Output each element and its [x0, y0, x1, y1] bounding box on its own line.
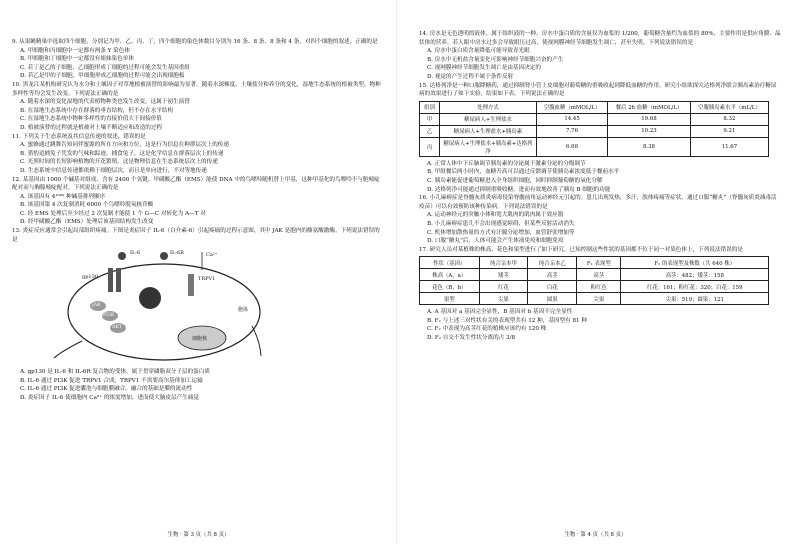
table-row — [420, 293, 769, 305]
question-9 — [12, 38, 383, 81]
table-header: 纯合亲本乙 — [528, 257, 577, 269]
question-10 — [12, 81, 383, 133]
question-stem: 11. 下列关于生态系统及其信息传递的叙述，错误的是 — [12, 133, 146, 140]
label-il6r: IL-6R — [170, 250, 184, 257]
option-b: B. 甲组餐后两小时内，血糖升高可以通过反馈调节使胰岛素浓度低于餐前水平 — [427, 169, 620, 176]
table-cell: 株高（A，a） — [420, 269, 480, 281]
option-c: C. 若丁是乙的子细胞，乙细胞形成丁细胞的过程可能会发生基因重组 — [20, 64, 190, 71]
il6-molecule-2 — [160, 252, 168, 260]
table-cell: 高茎 — [577, 269, 621, 281]
question-13 — [12, 227, 383, 403]
table-cell: 矮茎 — [479, 269, 528, 281]
table-cell: 红花：161；粉红花：320；白花：159 — [621, 281, 769, 293]
label-nucleus: 细胞核 — [192, 336, 208, 343]
option-c: C. 胰岛素能促进葡萄糖进入全身组织细胞，同时抑制葡萄糖的氧化分解 — [427, 177, 603, 184]
option-b: B. 猎豹追捕兔子凭发的气味和踪迹，捕食兔子，这是化学信息在群落层次上的传递 — [20, 150, 224, 157]
question-14 — [419, 30, 782, 82]
option-d: D. F₂ 自交不发生性状分离的占 3/8 — [427, 335, 516, 342]
question-15 — [419, 82, 782, 195]
option-a: A. 随着水深的变化湿地的代表植物种类也发生改变，这属于初生演替 — [20, 99, 190, 106]
option-a: A. 房水中蛋白质含量降低可能导致青光眼 — [427, 48, 530, 55]
table-row — [420, 113, 769, 125]
option-d: D. 若乙是甲的子细胞，甲细胞形成乙细胞的过程可能会出现细胞板 — [20, 73, 185, 80]
page-footer: 生物 · 第 4 页（共 8 页） — [564, 532, 627, 538]
table-header: 组别 — [420, 101, 440, 113]
table-cell: 尖果 — [479, 293, 528, 305]
table-cell: 圆果 — [528, 293, 577, 305]
label-ca: Ca²⁺ — [206, 252, 218, 259]
option-c: C. IL-6 通过 PI3K 促进囊泡与细胞膜融合，融合的基础是膜的流动性 — [20, 386, 193, 393]
question-stem: 12. 某基因由 1000 个碱基对组成，含有 2400 个氢键，甲磺酸乙酯（EMS）能使 DNA 中的鸟嘌呤随机替上甲基，这种甲基化的鸟嘌呤不与胞嘧啶配对而与胸腺嘧啶配对。下列说法正确的是 — [12, 176, 380, 192]
question-stem: 14. 房水是无色透明的液体，属于组织液的一种。房水中蛋白质的含量仅为血浆的 1/200，葡萄糖含量约为血浆的 80%，主要作用是供应角膜、晶状体的营养。若人眼中房水过多会导致眼压过高，使视网膜神经节细胞发生凋亡，甚至失明。下列说法错误的是 — [419, 31, 781, 46]
table-cell: 9.21 — [690, 125, 768, 137]
trait-table — [419, 256, 769, 305]
option-c: C. 在湿地生态系统中物种多样性的直接价值大于间接价值 — [20, 116, 162, 123]
question-stem: 16. 小儿麻痹症是脊髓灰质炎病毒侵染脊髓前角运动神经元引起的。患儿出现发热，多汗，肢体疼痛等症状，通过口服“糖丸”（脊髓灰质炎减毒活疫苗）可以有效预防该种传染病。下列说法错误的是 — [419, 195, 777, 210]
question-stem: 15. 达格列净是一种口服降糖药，通过抑制肾小管上皮细胞对葡萄糖的重吸收起到降低血糖的作用。研究小组欲探究达格列净联合胰岛素治疗糖尿病的效果进行了如下实验，结果如下表。下列说法正确的是 — [419, 82, 777, 98]
option-b: B. 该基因第 4 次复制消耗 6000 个鸟嘌呤脱氧核苷酸 — [20, 202, 154, 209]
table-row — [420, 269, 769, 281]
label-trpv1: TRPV1 — [198, 276, 216, 283]
experiment-table — [419, 101, 769, 157]
table-header: F₁ 表现型 — [577, 257, 621, 269]
table-cell: 19.68 — [608, 113, 691, 125]
trpv1-channel — [188, 274, 194, 296]
option-a: A. 运动神经元的突触小体和宽大肌肉的肌肉属于效应器 — [427, 212, 564, 219]
table-cell: 8.38 — [608, 137, 691, 156]
question-12 — [12, 176, 383, 228]
option-b: B. 小儿麻痹症患儿不会出现感觉障碍，但某些反射活动消失 — [427, 220, 575, 227]
table-cell: 糖尿病人+生理盐水+胰岛素+达格列净 — [439, 137, 536, 156]
option-d: D. 炎症因子 IL-6 使细胞内 Ca²⁺ 的浓度增加，进而使大脑皮层产生痛觉 — [20, 395, 199, 402]
table-cell: 粉红色 — [577, 281, 621, 293]
option-d: D. 视觉的产生过程不属于条件反射 — [427, 73, 514, 80]
option-a: A. 该基因有 4¹⁰⁰⁰ 种碱基排列顺序 — [20, 193, 106, 200]
option-b: B. IL-6 通过 PI3K 促进 TRPV1 合成，TRPV1 不需要高尔基体加工运输 — [20, 377, 203, 384]
table-cell: 6.68 — [536, 137, 607, 156]
option-c: C. 视网膜神经节细胞发生凋亡是由基因决定的 — [427, 65, 541, 72]
table-cell: 甲 — [420, 113, 440, 125]
table-header: 纯合亲本甲 — [479, 257, 528, 269]
question-11 — [12, 133, 383, 176]
option-d: D. 植被演替的过程就是植被对土壤不断适应和改造的过程 — [20, 124, 163, 131]
vesicle-shape — [139, 287, 161, 309]
table-cell: 尖果：519；圆果：121 — [621, 293, 769, 305]
table-cell: 乙 — [420, 125, 440, 137]
label-cell-body: 胞体 — [238, 307, 249, 314]
option-b: B. F₂ 与上述三对性状有关的表现型共有 12 种，基因型有 81 种 — [427, 317, 587, 324]
table-row — [420, 281, 769, 293]
label-pi3k: PI3K — [103, 313, 115, 319]
question-17 — [419, 246, 782, 343]
table-header-row — [420, 101, 769, 113]
table-cell: 10.23 — [608, 125, 691, 137]
option-b: B. 房水中无机盐含量变化可影响神经节细胞兴奋的产生 — [427, 56, 564, 63]
question-stem: 13. 炎症反应通常会引起局部组织疼痛。下图是炎症因子 IL-6（白介素-6）引起疼痛的过程示意图，其中 JAK 是胞内的酪氨酸激酶。下列说法错误的是 — [12, 228, 380, 243]
right-page — [397, 0, 794, 544]
option-c: C. 光照时间的长短影响植物的开花繁殖，这是物理信息在生态系统层次上的传递 — [20, 159, 218, 166]
table-header: 处理方式 — [439, 101, 536, 113]
gp130-receptor-2 — [116, 268, 121, 292]
option-d: D. 口服“糖丸”后，人体可能会产生体液免疫和细胞免疫 — [427, 238, 564, 245]
table-cell: 尖果 — [577, 293, 621, 305]
il6-pain-pathway-diagram — [52, 246, 262, 366]
table-header: 性状（基因） — [420, 257, 480, 269]
table-cell: 花色（B，b） — [420, 281, 480, 293]
option-b: B. 在湿地生态系统中存在群落的垂直结构，但不存在水平结构 — [20, 107, 174, 114]
table-header: 餐后 2h 血糖（mMOL/L） — [608, 101, 691, 113]
table-cell: 红花 — [479, 281, 528, 293]
question-stem: 9. 从果蝇精巢中选取四个细胞，分别记为甲、乙、丙、丁，四个细胞的染色体数目分别为 16 条、8 条、8 条和 4 条。对四个细胞的叙述，正确的是 — [12, 39, 378, 45]
gp130-receptor — [108, 268, 113, 292]
option-c: C. 机体增加散热量的方式有汗腺分泌增加，血管舒张增加等 — [427, 229, 575, 236]
option-a: A. 蜜蜂通过跳舞告知同伴蜜源的所在方向和方位，这是行为信息在种群层次上的传递 — [20, 142, 229, 149]
option-c: C. F₂ 中表现为高茎红花的植株应该约有 120 株 — [427, 326, 547, 333]
label-akt: AKT — [112, 325, 122, 331]
table-cell: 高茎：482；矮茎：158 — [621, 269, 769, 281]
table-cell: 7.76 — [536, 125, 607, 137]
question-16 — [419, 194, 782, 246]
table-cell: 糖尿病人+生理盐水+胰岛素 — [439, 125, 536, 137]
table-cell: 糖尿病人+生理盐水 — [439, 113, 536, 125]
question-stem: 10. 黑龙江某机构研究认为水分和土壤因子对草地植被演替的影响最为显著。随着水深梯度、土壤盐分和养分的变化，湿地生态系统的植被类型、物种多样性等均会发生改变。下列说法正确的是 — [12, 81, 381, 97]
option-d: D. 达格列净可能通过抑制重吸收糖，进而有效地改善了胰岛 B 细胞的功能 — [427, 186, 611, 193]
table-cell: 8.32 — [690, 113, 768, 125]
table-cell: 白花 — [528, 281, 577, 293]
page-footer: 生物 · 第 3 页（共 8 页） — [167, 532, 230, 538]
option-a: A. 正常人体中下丘脑调节胰岛素的分泌属于激素分泌的分级调节 — [427, 160, 586, 167]
table-header: F₂ 的表现型及株数（共 640 株） — [621, 257, 769, 269]
axon-line — [54, 341, 82, 358]
question-stem: 17. 研究人员对某植株的株高、花色和果型进行了如下研究。已知控制这些性状的基因都不位于同一对染色体上，下列说法错误的是 — [419, 246, 743, 253]
table-cell: 果型 — [420, 293, 480, 305]
label-il6: IL-6 — [130, 250, 141, 257]
table-cell: 丙 — [420, 137, 440, 156]
table-header: 空腹胰岛素水平（mL/L） — [690, 101, 768, 113]
diagram-svg — [52, 246, 262, 366]
option-c: C. 经 EMS 处理后至少经过 2 次复制才能使 1 个 G—C 对转化为 A—T 对 — [20, 210, 206, 217]
option-a: A. 甲细胞和丙细胞中一定都有两条 Y 染色体 — [20, 47, 130, 54]
option-d: D. 经甲磺酸乙酯（EMS）处理后该基因结构发生改变 — [20, 219, 154, 226]
option-b: B. 甲细胞和丁细胞中一定都没有姐妹染色单体 — [20, 56, 134, 63]
label-jak: JAK — [92, 303, 101, 309]
table-header: 空腹血糖（mMOL/L） — [536, 101, 607, 113]
table-row — [420, 125, 769, 137]
table-cell: 14.45 — [536, 113, 607, 125]
table-cell: 11.67 — [690, 137, 768, 156]
table-cell: 高茎 — [528, 269, 577, 281]
option-a: A. gp130 是 IL-6 和 IL-6R 复合物的受体，属于贯穿磷脂双分子层的蛋白质 — [20, 369, 210, 376]
il6-molecule — [118, 252, 126, 260]
table-header-row — [420, 257, 769, 269]
label-gp130: gp130 — [82, 274, 98, 281]
table-row — [420, 137, 769, 156]
option-d: D. 生态系统中信息传递都依赖于细胞层次，而且是单向进行，不对等地传递 — [20, 167, 207, 174]
option-a: A. A 基因对 a 基因完全显性，B 基因对 b 基因不完全显性 — [427, 309, 573, 316]
